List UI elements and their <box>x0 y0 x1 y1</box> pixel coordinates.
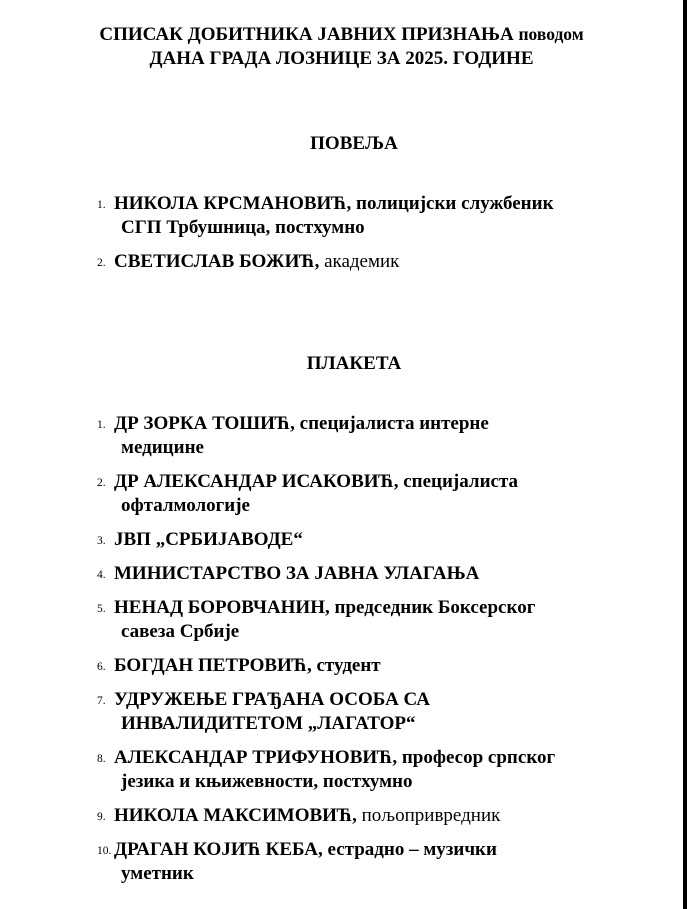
recipient-name: ДР АЛЕКСАНДАР ИСАКОВИЋ, <box>114 471 399 492</box>
recipient-description: естрадно – музички <box>327 839 497 860</box>
section-heading-plaketa: ПЛАКЕТА <box>306 353 402 374</box>
item-number: 3. <box>97 535 106 547</box>
plaketa-list <box>0 412 683 896</box>
recipient-description-cont: СГП Трбушница, постхумно <box>121 217 365 238</box>
recipient-name: БОГДАН ПЕТРОВИЋ, <box>114 655 312 676</box>
item-number: 4. <box>97 569 106 581</box>
recipient-name: НЕНАД БОРОВЧАНИН, <box>114 597 330 618</box>
recipient-name: СВЕТИСЛАВ БОЖИЋ, <box>114 251 320 272</box>
list-item <box>0 596 621 644</box>
recipient-description: професор српског <box>401 747 556 768</box>
recipient-name: НИКОЛА МАКСИМОВИЋ, <box>114 805 357 826</box>
list-item <box>0 654 621 678</box>
list-item <box>0 528 621 552</box>
item-number: 2. <box>97 477 106 489</box>
list-item <box>0 746 621 794</box>
item-number: 6. <box>97 661 106 673</box>
title-line-2: ДАНА ГРАДА ЛОЗНИЦЕ ЗА 2025. ГОДИНЕ <box>149 48 534 69</box>
recipient-name: ЈВП „СРБИЈАВОДЕ“ <box>114 529 303 550</box>
recipient-description-cont: савеза Србије <box>121 621 240 642</box>
item-number: 9. <box>97 811 106 823</box>
item-number: 1. <box>97 419 106 431</box>
recipient-description-cont: медицине <box>121 437 204 458</box>
recipient-name: ДР ЗОРКА ТОШИЋ, <box>114 413 295 434</box>
item-number: 1. <box>97 199 106 211</box>
recipient-name: МИНИСТАРСТВО ЗА ЈАВНА УЛАГАЊА <box>114 563 480 584</box>
recipient-description: специјалиста интерне <box>299 413 489 434</box>
list-item <box>0 838 621 886</box>
recipient-description: председник Боксерског <box>334 597 536 618</box>
recipient-name: УДРУЖЕЊЕ ГРАЂАНА ОСОБА СА <box>114 689 431 710</box>
list-item <box>0 250 621 274</box>
item-number: 7. <box>97 695 106 707</box>
recipient-name: НИКОЛА КРСМАНОВИЋ, <box>114 193 352 214</box>
list-item <box>0 688 621 736</box>
title-line-1: СПИСАК ДОБИТНИКА ЈАВНИХ ПРИЗНАЊА поводом <box>99 24 584 45</box>
title-connector: поводом <box>518 24 584 44</box>
list-item <box>0 562 621 586</box>
recipient-description: полицијски службеник <box>356 193 554 214</box>
povelja-list <box>0 192 683 284</box>
list-item <box>0 192 621 240</box>
list-item <box>0 470 621 518</box>
list-item <box>0 412 621 460</box>
item-number: 2. <box>97 257 106 269</box>
recipient-description-cont: ИНВАЛИДИТЕТОМ „ЛАГАТОР“ <box>121 713 416 734</box>
recipient-description: специјалиста <box>403 471 519 492</box>
recipient-name: ДРАГАН КОЈИЋ КЕБА, <box>114 839 323 860</box>
item-number: 8. <box>97 753 106 765</box>
recipient-description: студент <box>316 655 381 676</box>
recipient-description: академик <box>324 251 400 272</box>
recipient-description-cont: уметник <box>121 863 194 884</box>
item-number: 5. <box>97 603 106 615</box>
recipient-description: пољопривредник <box>361 805 501 826</box>
section-heading-povelja: ПОВЕЉА <box>310 133 398 154</box>
recipient-name: АЛЕКСАНДАР ТРИФУНОВИЋ, <box>114 747 398 768</box>
list-item <box>0 804 621 828</box>
recipient-description-cont: офталмологије <box>121 495 250 516</box>
recipient-description-cont: језика и књижевности, постхумно <box>121 771 413 792</box>
item-number: 10. <box>97 845 112 857</box>
document-title <box>0 22 683 71</box>
